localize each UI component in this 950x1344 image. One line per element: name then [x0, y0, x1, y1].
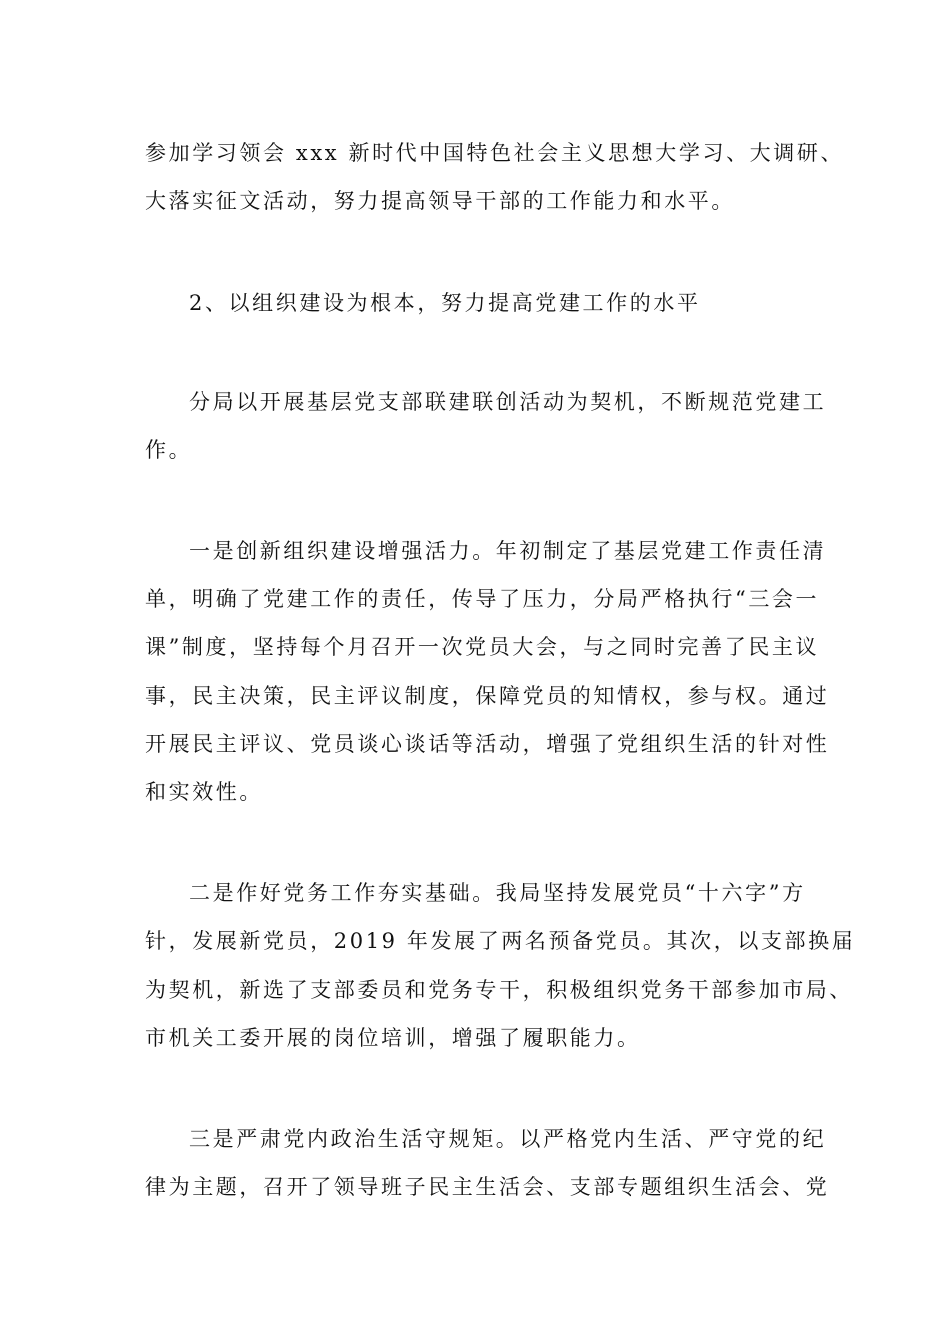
text-line: 针，发展新党员，2019 年发展了两名预备党员。其次，以支部换届	[145, 929, 856, 953]
text-line: 二是作好党务工作夯实基础。我局坚持发展党员“十六字”方	[189, 881, 806, 905]
text-line: 大落实征文活动，努力提高领导干部的工作能力和水平。	[145, 189, 735, 213]
section-heading: 2、以组织建设为根本，努力提高党建工作的水平	[189, 291, 701, 315]
text-line: 分局以开展基层党支部联建联创活动为契机，不断规范党建工	[189, 390, 827, 414]
text-line: 一是创新组织建设增强活力。年初制定了基层党建工作责任清	[189, 539, 827, 563]
text-line: 和实效性。	[145, 780, 263, 804]
text-line: 课”制度，坚持每个月召开一次党员大会，与之同时完善了民主议	[145, 635, 820, 659]
text-line: 作。	[145, 438, 193, 462]
text-line: 律为主题，召开了领导班子民主生活会、支部专题组织生活会、党	[145, 1175, 830, 1199]
text-line: 市机关工委开展的岗位培训，增强了履职能力。	[145, 1026, 641, 1050]
text-line: 事，民主决策，民主评议制度，保障党员的知情权，参与权。通过	[145, 684, 830, 708]
text-line: 为契机，新选了支部委员和党务专干，积极组织党务干部参加市局、	[145, 978, 853, 1002]
text-line: 参加学习领会 xxx 新时代中国特色社会主义思想大学习、大调研、	[145, 141, 845, 165]
text-line: 三是严肃党内政治生活守规矩。以严格党内生活、严守党的纪	[189, 1127, 827, 1151]
text-line: 单，明确了党建工作的责任，传导了压力，分局严格执行“三会一	[145, 587, 820, 611]
text-line: 开展民主评议、党员谈心谈话等活动，增强了党组织生活的针对性	[145, 732, 830, 756]
